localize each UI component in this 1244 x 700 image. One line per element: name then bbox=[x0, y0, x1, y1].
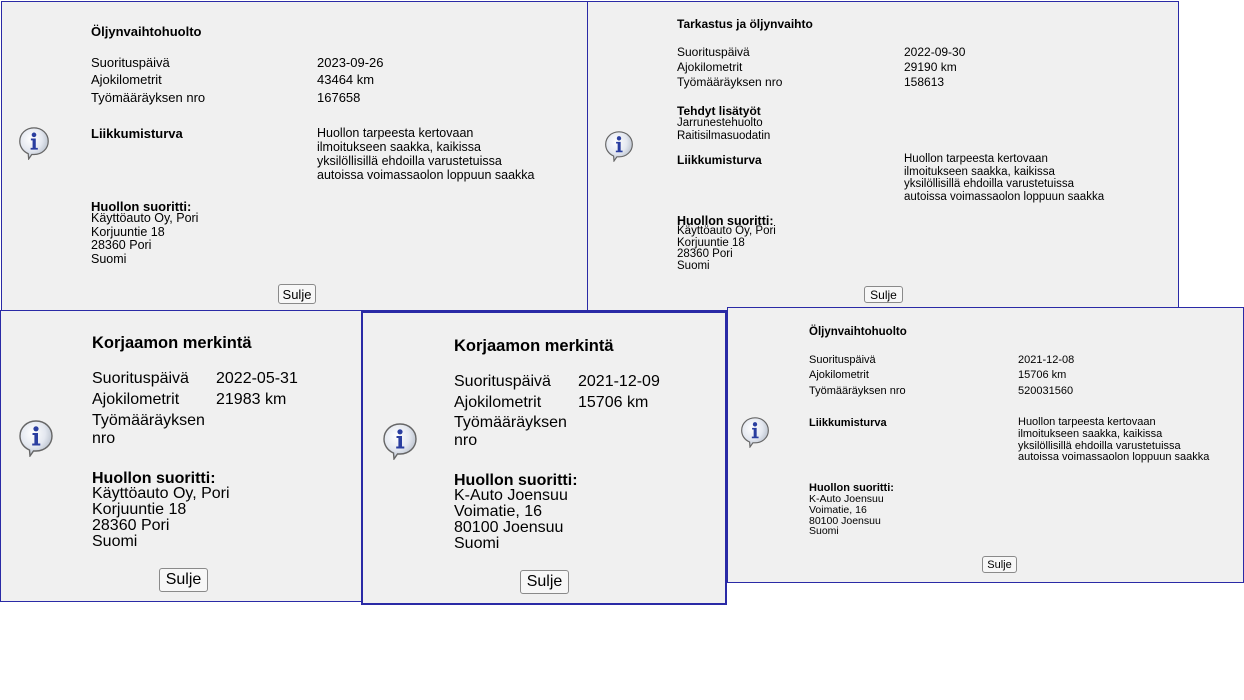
text-line: autoissa voimassaolon loppuun saakka bbox=[1018, 451, 1210, 464]
address-line: Korjuuntie 18 bbox=[677, 236, 745, 249]
address-line: Korjuuntie 18 bbox=[92, 501, 187, 518]
address-line: 80100 Joensuu bbox=[809, 514, 881, 527]
text-line: yksilöllisillä ehdoilla varustetuissa bbox=[317, 154, 502, 168]
dialog-title: Tarkastus ja öljynvaihto bbox=[677, 17, 813, 31]
service-dialog-oil-change-2023 bbox=[1, 1, 588, 311]
liikkumisturva-text bbox=[317, 126, 535, 182]
field-label-date: Suorituspäivä bbox=[91, 55, 170, 70]
field-value-km: 15706 km bbox=[1018, 369, 1067, 381]
dialog-title: Öljynvaihtohuolto bbox=[809, 326, 907, 338]
service-dialog-inspection-2022 bbox=[587, 1, 1179, 311]
info-icon bbox=[18, 419, 54, 457]
extra-work-item: Jarrunestehuolto bbox=[677, 117, 763, 129]
field-value-date: 2022-05-31 bbox=[216, 370, 298, 387]
field-value-date: 2021-12-08 bbox=[1018, 354, 1075, 366]
dialog-title: Öljynvaihtohuolto bbox=[91, 24, 202, 39]
info-icon bbox=[740, 416, 770, 448]
text-line: Huollon tarpeesta kertovaan bbox=[317, 126, 474, 140]
address-line: Suomi bbox=[677, 259, 710, 272]
liikkumisturva-label: Liikkumisturva bbox=[677, 153, 762, 167]
address-line: Suomi bbox=[454, 535, 500, 552]
field-value-workorder: 158613 bbox=[904, 75, 945, 89]
info-icon bbox=[382, 422, 418, 460]
liikkumisturva-label: Liikkumisturva bbox=[91, 126, 183, 141]
extra-work-label: Tehdyt lisätyöt bbox=[677, 104, 761, 118]
extra-work-list bbox=[677, 117, 770, 142]
performer-label: Huollon suoritti: bbox=[92, 470, 216, 487]
liikkumisturva-text bbox=[1018, 417, 1209, 464]
address-line: 28360 Pori bbox=[92, 517, 170, 534]
address-line: Suomi bbox=[92, 533, 138, 550]
liikkumisturva-text bbox=[904, 153, 1104, 203]
service-dialog-workshop-2022 bbox=[0, 310, 364, 602]
field-value-km: 29190 km bbox=[904, 60, 957, 74]
address-line: Käyttöauto Oy, Pori bbox=[92, 485, 230, 502]
address-line: K-Auto Joensuu bbox=[809, 493, 884, 505]
field-value-date: 2023-09-26 bbox=[317, 55, 384, 70]
close-button[interactable]: Sulje bbox=[159, 568, 208, 592]
field-value-km: 43464 km bbox=[317, 72, 375, 87]
field-label-date: Suorituspäivä bbox=[809, 354, 876, 366]
address-line: Suomi bbox=[809, 525, 839, 538]
dialog-title: Korjaamon merkintä bbox=[92, 334, 252, 352]
performer-address bbox=[92, 486, 230, 550]
performer-label: Huollon suoritti: bbox=[91, 199, 192, 214]
performer-address bbox=[91, 212, 198, 266]
performer-label: Huollon suoritti: bbox=[454, 472, 578, 489]
field-label-km: Ajokilometrit bbox=[92, 391, 180, 408]
service-dialog-oil-change-2021 bbox=[727, 307, 1244, 583]
address-line: Käyttöauto Oy, Pori bbox=[677, 225, 776, 237]
close-button[interactable]: Sulje bbox=[982, 556, 1017, 573]
performer-address bbox=[677, 226, 776, 272]
field-value-date: 2022-09-30 bbox=[904, 45, 966, 59]
info-icon bbox=[18, 126, 50, 160]
text-line: autoissa voimassaolon loppuun saakka bbox=[904, 190, 1105, 203]
text-line: yksilöllisillä ehdoilla varustetuissa bbox=[1018, 439, 1181, 452]
performer-address bbox=[809, 494, 884, 537]
text-line: autoissa voimassaolon loppuun saakka bbox=[317, 168, 535, 182]
close-button[interactable]: Sulje bbox=[278, 284, 316, 304]
address-line: K-Auto Joensuu bbox=[454, 487, 568, 504]
field-label-date: Suorituspäivä bbox=[454, 373, 551, 390]
field-label-workorder: Työmääräyksen nro bbox=[91, 90, 206, 105]
address-line: Voimatie, 16 bbox=[454, 503, 543, 520]
field-value-km: 15706 km bbox=[578, 394, 649, 411]
performer-label: Huollon suoritti: bbox=[677, 214, 774, 228]
performer-address bbox=[454, 488, 568, 552]
field-label-km: Ajokilometrit bbox=[91, 72, 162, 87]
field-label-km: Ajokilometrit bbox=[677, 60, 743, 74]
text-line: yksilöllisillä ehdoilla varustetuissa bbox=[904, 178, 1075, 190]
extra-work-item: Raitisilmasuodatin bbox=[677, 129, 771, 142]
close-button[interactable]: Sulje bbox=[864, 286, 903, 303]
field-label-workorder: Työmääräyksen nro bbox=[809, 385, 906, 397]
field-value-date: 2021-12-09 bbox=[578, 373, 660, 390]
text-line: Huollon tarpeesta kertovaan bbox=[904, 153, 1048, 165]
field-label-date: Suorituspäivä bbox=[677, 45, 750, 59]
dialog-title: Korjaamon merkintä bbox=[454, 337, 614, 355]
field-label-km: Ajokilometrit bbox=[454, 394, 542, 411]
liikkumisturva-label: Liikkumisturva bbox=[809, 417, 887, 429]
field-value-workorder: 167658 bbox=[317, 90, 361, 105]
field-label-workorder: Työmääräyksen nro bbox=[677, 75, 783, 89]
address-line: 80100 Joensuu bbox=[454, 519, 564, 536]
field-value-km: 21983 km bbox=[216, 391, 287, 408]
text-line: ilmoitukseen saakka, kaikissa bbox=[317, 140, 481, 154]
field-label-workorder: Työmääräyksen nro bbox=[454, 414, 567, 449]
address-line: Voimatie, 16 bbox=[809, 503, 867, 516]
text-line: Huollon tarpeesta kertovaan bbox=[1018, 416, 1156, 428]
address-line: 28360 Pori bbox=[677, 248, 733, 260]
performer-label: Huollon suoritti: bbox=[809, 482, 894, 494]
field-value-workorder: 520031560 bbox=[1018, 385, 1074, 397]
address-line: Korjuuntie 18 bbox=[91, 224, 165, 239]
field-label-km: Ajokilometrit bbox=[809, 369, 869, 381]
info-icon bbox=[604, 130, 634, 162]
address-line: Suomi bbox=[91, 251, 127, 266]
text-line: ilmoitukseen saakka, kaikissa bbox=[1018, 427, 1163, 440]
address-line: Käyttöauto Oy, Pori bbox=[91, 211, 199, 225]
field-label-date: Suorituspäivä bbox=[92, 370, 189, 387]
service-dialog-workshop-2021 bbox=[361, 311, 727, 605]
close-button[interactable]: Sulje bbox=[520, 570, 569, 594]
field-label-workorder: Työmääräyksen nro bbox=[92, 412, 205, 447]
address-line: 28360 Pori bbox=[91, 238, 152, 252]
text-line: ilmoitukseen saakka, kaikissa bbox=[904, 165, 1055, 178]
